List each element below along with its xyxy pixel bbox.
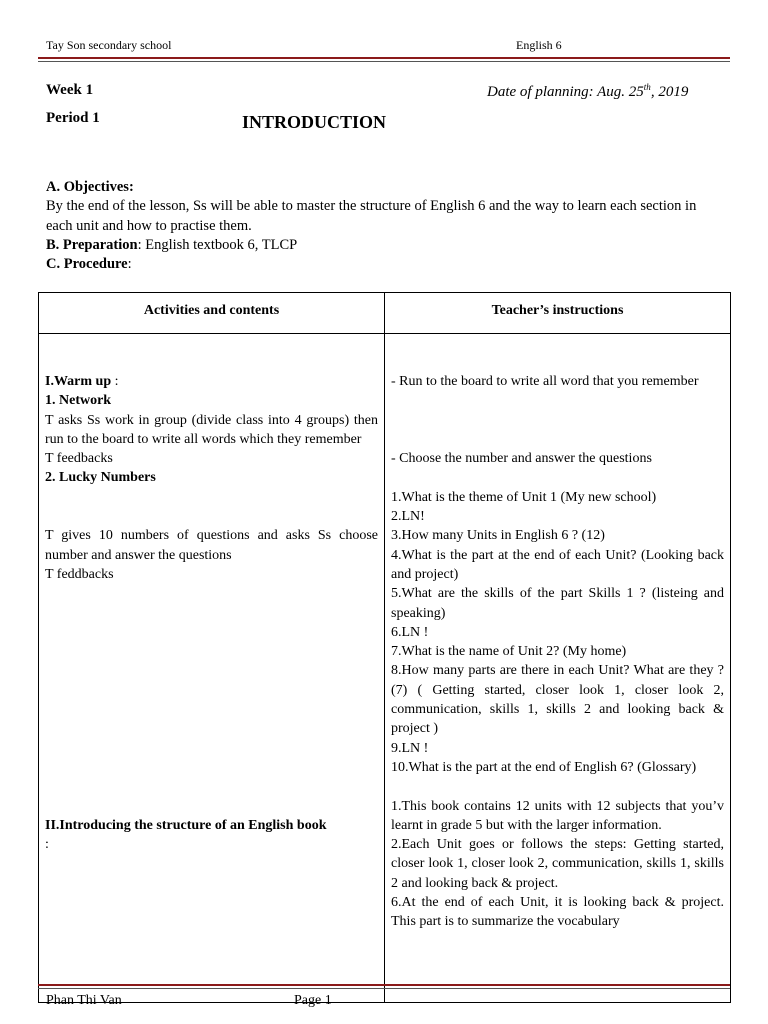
period-label: Period 1: [46, 110, 100, 126]
procedure-text: :: [127, 256, 132, 273]
choose-instruction: - Choose the number and answer the questions: [391, 451, 652, 467]
date-prefix: Date of planning: Aug. 25: [487, 84, 644, 100]
footer-rule: [38, 984, 730, 986]
network-label: 1. Network: [45, 393, 112, 409]
instructions-cell: [385, 334, 731, 1003]
objectives-heading: A. Objectives:: [46, 179, 134, 195]
footer-rule-thin: [38, 988, 730, 989]
question-item: 3.How many Units in English 6 ? (12): [391, 528, 605, 544]
header-rule: [38, 57, 730, 59]
question-item: 2.LN!: [391, 509, 425, 525]
preparation-line: [46, 236, 722, 255]
feedbacks-2: T feddbacks: [45, 566, 114, 582]
header-subject: English 6: [516, 38, 562, 52]
column-header-instructions: Teacher’s instructions: [385, 293, 731, 334]
header-school: Tay Son secondary school: [46, 38, 172, 52]
column-header-activities: Activities and contents: [39, 293, 385, 334]
activities-cell: [39, 334, 385, 1003]
procedure-label: C. Procedure: [46, 256, 128, 273]
header-rule-thin: [38, 61, 730, 62]
warm-up-colon: :: [111, 374, 119, 389]
preparation-label: B. Preparation: [46, 236, 138, 253]
feedbacks-1: T feedbacks: [45, 451, 113, 467]
structure-item: 1.This book contains 12 units with 12 subjects that you’v learnt in grade 5 but with the larger information.: [391, 798, 724, 833]
introducing-structure-label: II.Introducing the structure of an English book: [45, 817, 327, 833]
lucky-numbers-label: 2. Lucky Numbers: [45, 470, 156, 486]
introducing-structure-colon: :: [45, 837, 49, 853]
question-item: 7.What is the name of Unit 2? (My home): [391, 644, 627, 660]
footer-page-number: Page 1: [294, 993, 332, 1008]
week-label: Week 1: [46, 82, 94, 98]
lesson-intro: [46, 178, 722, 274]
question-item: 9.LN !: [391, 740, 429, 756]
question-item: 10.What is the part at the end of English 6? (Glossary): [391, 759, 697, 775]
date-sup: th: [643, 82, 651, 92]
structure-item: 6.At the end of each Unit, it is looking back & project. This part is to summarize the vocabulary: [391, 895, 724, 930]
run-instruction: - Run to the board to write all word that you remember: [391, 374, 699, 389]
table-row: [39, 334, 731, 1003]
objectives-text: By the end of the lesson, Ss will be able to master the structure of English 6 and the way to learn each section in each unit and how to practise them.: [46, 198, 697, 234]
structure-item: 2.Each Unit goes or follows the steps: Getting started, closer look 1, closer look 2, communication, skills 1, skills 2 and looking back & project.: [391, 837, 724, 891]
preparation-text: : English textbook 6, TLCP: [137, 236, 298, 253]
question-item: 6.LN !: [391, 624, 429, 640]
warm-up-label: I.Warm up: [45, 374, 112, 389]
date-suffix: , 2019: [650, 84, 689, 100]
lucky-numbers-text: T gives 10 numbers of questions and asks Ss choose number and answer the questions: [45, 528, 378, 563]
network-text: T asks Ss work in group (divide class into 4 groups) then run to the board to write all words which they remember: [45, 412, 378, 447]
table-header-row: [39, 293, 731, 334]
footer-author: Phan Thi Van: [46, 993, 122, 1008]
question-item: 4.What is the part at the end of each Unit? (Looking back and project): [391, 547, 724, 582]
question-item: 8.How many parts are there in each Unit? What are they ? (7) ( Getting started, closer look 1, closer look 2, communication, skills 1, skills 2 and looking back & project ): [391, 663, 724, 737]
question-item: 1.What is the theme of Unit 1 (My new school): [391, 489, 657, 505]
procedure-line: [46, 255, 722, 274]
date-of-planning: [487, 82, 688, 101]
page-title: INTRODUCTION: [242, 112, 387, 132]
lesson-table: [38, 292, 731, 1003]
question-item: 5.What are the skills of the part Skills 1 ? (listeing and speaking): [391, 586, 724, 621]
